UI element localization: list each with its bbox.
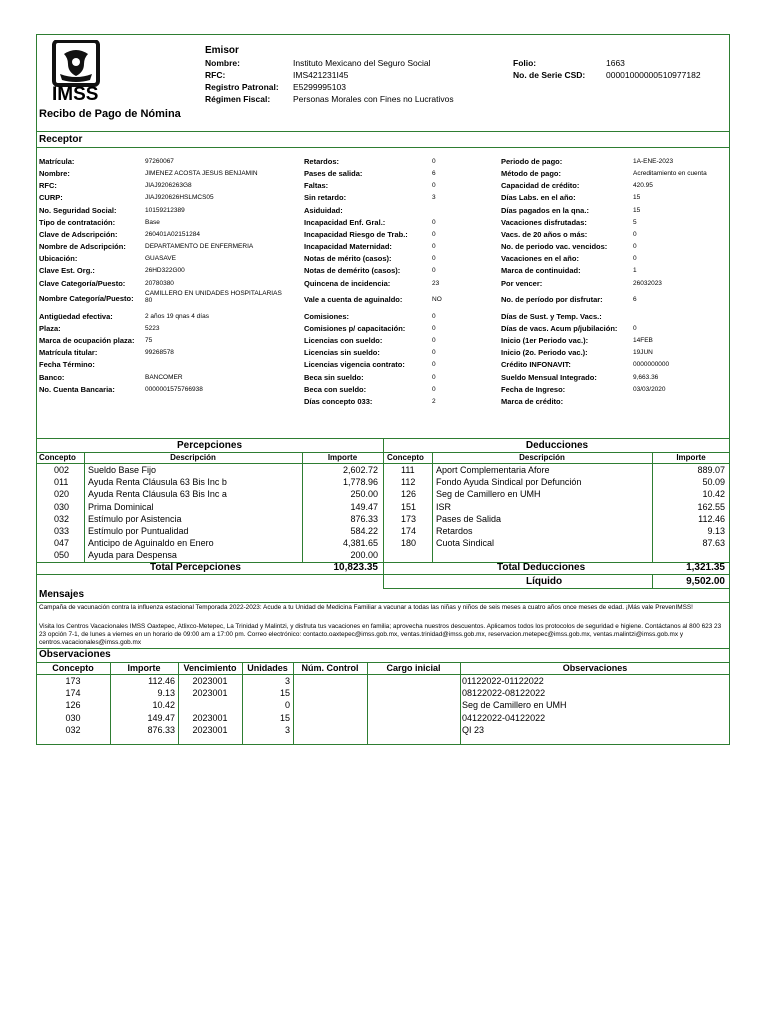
total-deducciones-label: Total Deducciones	[497, 562, 586, 573]
observaciones-header-concepto: Concepto	[52, 663, 94, 673]
receptor-dias-de-vacs-acum-p-jubilacion-label: Días de vacs. Acum p/jubilación:	[501, 323, 618, 333]
percepcion-importe: 200.00	[350, 550, 378, 561]
percepcion-importe: 4,381.65	[342, 538, 378, 549]
receptor-por-vencer-value: 26032023	[633, 279, 662, 287]
receptor-fecha-termino-label: Fecha Término:	[39, 360, 95, 370]
observacion-cell-unidades: 15	[279, 688, 290, 699]
receptor-retardos-label: Retardos:	[304, 157, 340, 166]
deduccion-concepto: 111	[401, 465, 415, 475]
receptor-dias-pagados-en-la-qna-label: Días pagados en la qna.:	[501, 205, 589, 215]
receptor-vacaciones-en-el-ano-label: Vacaciones en el año:	[501, 254, 579, 264]
receptor-sin-retardo-value: 3	[432, 194, 436, 202]
receptor-matricula-titular-label: Matrícula titular:	[39, 348, 98, 358]
observacion-cell-concepto: 173	[65, 676, 81, 686]
percepcion-concepto: 002	[54, 465, 70, 475]
deduccion-descripcion: Aport Complementaria Afore	[436, 465, 550, 475]
receptor-antiguedad-efectiva-value: 2 años 19 qnas 4 días	[145, 312, 209, 320]
receptor-sueldo-mensual-integrado-value: 9,663.36	[633, 373, 659, 381]
percepciones-header-concepto: Concepto	[39, 453, 76, 462]
emisor-regimen-fiscal-value: Personas Morales con Fines no Lucrativos	[293, 94, 454, 104]
receptor-banco-label: Banco:	[39, 372, 65, 382]
deduccion-concepto: 174	[401, 526, 417, 536]
observacion-cell-observaciones: 04122022-04122022	[462, 712, 546, 723]
observacion-cell-observaciones: QI 23	[462, 724, 485, 735]
total-percepciones-label: Total Percepciones	[150, 562, 241, 573]
percepcion-importe: 584.22	[350, 526, 378, 536]
receptor-capacidad-de-credito-label: Capacidad de crédito:	[501, 181, 580, 191]
receptor-clave-categoria-puesto-label: Clave Categoría/Puesto:	[39, 278, 126, 288]
receptor-licencias-con-sueldo-label: Licencias con sueldo:	[304, 336, 383, 346]
receptor-no-seguridad-social-label: No. Seguridad Social:	[39, 205, 117, 215]
receptor-nombre-categoria-puesto-value: CAMILLERO EN UNIDADES HOSPITALARIAS 80	[145, 289, 282, 304]
deduccion-descripcion: Fondo Ayuda Sindical por Defunción	[436, 477, 582, 488]
percepcion-descripcion: Anticipo de Aguinaldo en Enero	[88, 538, 214, 549]
observacion-cell-observaciones: Seg de Camillero en UMH	[462, 700, 567, 711]
receptor-nombre-label: Nombre:	[39, 169, 70, 179]
receptor-marca-de-continuidad-value: 1	[633, 267, 637, 275]
receptor-marca-de-continuidad-label: Marca de continuidad:	[501, 266, 581, 276]
receptor-beca-con-sueldo-value: 0	[432, 385, 436, 393]
receptor-clave-de-adscripcion-label: Clave de Adscripción:	[39, 229, 118, 239]
receptor-marca-de-credito-label: Marca de crédito:	[501, 396, 564, 406]
logo-text: IMSS	[52, 84, 99, 105]
receptor-capacidad-de-credito-value: 420.95	[633, 182, 653, 190]
percepcion-concepto: 050	[54, 550, 70, 561]
percepcion-descripcion: Ayuda Renta Cláusula 63 Bis Inc b	[88, 477, 227, 488]
receptor-inicio-2o-periodo-vac-label: Inicio (2o. Periodo vac.):	[501, 348, 588, 358]
receptor-metodo-de-pago-value: Acreditamiento en cuenta	[633, 170, 707, 178]
observaciones-header-observaciones: Observaciones	[562, 663, 628, 673]
receptor-sin-retardo-label: Sin retardo:	[304, 193, 347, 203]
receptor-por-vencer-label: Por vencer:	[501, 278, 543, 288]
receptor-banco-value: BANCOMER	[145, 373, 183, 381]
receptor-matricula-label: Matrícula:	[39, 157, 75, 166]
receptor-rfc-label: RFC:	[39, 181, 57, 191]
percepciones-header-descripcion: Descripción	[170, 453, 216, 462]
deduccion-importe: 50.09	[702, 477, 725, 488]
percepcion-importe: 2,602.72	[342, 465, 378, 475]
receptor-incapacidad-riesgo-de-trab-label: Incapacidad Riesgo de Trab.:	[304, 229, 408, 239]
percepcion-importe: 149.47	[350, 501, 378, 512]
emisor-nombre-value: Instituto Mexicano del Seguro Social	[293, 58, 431, 68]
receptor-inicio-1er-periodo-vac-label: Inicio (1er Periodo vac.):	[501, 336, 589, 346]
receptor-vacaciones-en-el-ano-value: 0	[633, 255, 637, 263]
receptor-retardos-value: 0	[432, 158, 436, 165]
observacion-cell-vencimiento: 2023001	[192, 712, 228, 723]
percepciones-header-importe: Importe	[327, 453, 358, 462]
percepcion-descripcion: Sueldo Base Fijo	[88, 465, 157, 475]
receptor-licencias-con-sueldo-value: 0	[432, 337, 436, 345]
percepcion-descripcion: Estímulo por Puntualidad	[88, 526, 189, 536]
observaciones-heading: Observaciones	[39, 649, 111, 660]
receptor-dias-de-vacs-acum-p-jubilacion-value: 0	[633, 324, 637, 332]
receptor-marca-de-ocupacion-plaza-value: 75	[145, 337, 153, 345]
observacion-cell-importe: 9.13	[157, 688, 175, 699]
observacion-cell-concepto: 126	[65, 700, 81, 711]
receptor-nombre-value: JIMENEZ ACOSTA JESUS BENJAMIN	[145, 170, 258, 178]
observaciones-header-cargo-inicial: Cargo inicial	[386, 663, 441, 673]
observacion-cell-concepto: 032	[65, 724, 81, 735]
receptor-clave-est-org-label: Clave Est. Org.:	[39, 266, 95, 276]
observacion-cell-importe: 10.42	[152, 700, 175, 711]
emisor-no-de-serie-csd-label: No. de Serie CSD:	[513, 70, 586, 80]
receptor-nombre-de-adscripcion-label: Nombre de Adscripción:	[39, 242, 126, 252]
percepciones-heading: Percepciones	[176, 440, 243, 451]
receptor-heading: Receptor	[39, 134, 83, 145]
total-deducciones-value: 1,321.35	[686, 562, 725, 573]
deducciones-header-descripcion: Descripción	[519, 453, 565, 462]
receptor-notas-de-merito-casos-value: 0	[432, 255, 436, 263]
deduccion-importe: 162.55	[697, 501, 725, 512]
receptor-no-de-periodo-por-disfrutar-value: 6	[633, 295, 637, 303]
receptor-inicio-2o-periodo-vac-value: 19JUN	[633, 349, 653, 357]
receptor-ubicacion-label: Ubicación:	[39, 254, 78, 264]
receptor-vale-a-cuenta-de-aguinaldo-label: Vale a cuenta de aguinaldo:	[304, 294, 403, 304]
receptor-comisiones-label: Comisiones:	[304, 311, 350, 321]
imss-logo	[46, 40, 106, 108]
receptor-vacs-de-20-anos-o-mas-label: Vacs. de 20 años o más:	[501, 229, 588, 239]
receptor-licencias-vigencia-contrato-label: Licencias vigencia contrato:	[304, 360, 405, 370]
receptor-pases-de-salida-label: Pases de salida:	[304, 169, 363, 179]
receptor-no-cuenta-bancaria-value: 0000001575766938	[145, 385, 203, 393]
receptor-metodo-de-pago-label: Método de pago:	[501, 169, 561, 179]
observaciones-header-num-control: Núm. Control	[301, 663, 359, 673]
emisor-folio-value: 1663	[606, 58, 625, 68]
receptor-comisiones-p-capacitacion-label: Comisiones p/ capacitación:	[304, 323, 406, 333]
receptor-licencias-sin-sueldo-value: 0	[432, 349, 436, 357]
observaciones-header-importe: Importe	[127, 663, 161, 673]
receptor-notas-de-demerito-casos-label: Notas de demérito (casos):	[304, 266, 401, 276]
deducciones-heading: Deducciones	[525, 440, 589, 451]
observacion-cell-unidades: 3	[284, 724, 290, 735]
receptor-beca-sin-sueldo-label: Beca sin sueldo:	[304, 372, 364, 382]
deduccion-importe: 112.46	[698, 513, 725, 524]
receptor-ubicacion-value: GUASAVE	[145, 255, 176, 263]
receptor-rfc-value: JIAJ9206263G8	[145, 182, 192, 190]
percepcion-concepto: 020	[54, 489, 70, 500]
receptor-clave-categoria-puesto-value: 20780380	[145, 279, 174, 287]
receptor-dias-concepto-033-label: Días concepto 033:	[304, 396, 373, 406]
receptor-dias-de-sust-y-temp-vacs-label: Días de Sust. y Temp. Vacs.:	[501, 311, 602, 321]
observacion-cell-observaciones: 01122022-01122022	[462, 676, 544, 686]
percepcion-descripcion: Estímulo por Asistencia	[88, 513, 182, 524]
percepcion-descripcion: Ayuda Renta Cláusula 63 Bis Inc a	[88, 489, 227, 500]
receptor-fecha-de-ingreso-label: Fecha de Ingreso:	[501, 384, 566, 394]
receptor-dias-labs-en-el-ano-label: Días Labs. en el año:	[501, 193, 576, 203]
deduccion-concepto: 126	[401, 489, 417, 500]
emisor-registro-patronal-value: E5299995103	[293, 82, 346, 92]
percepcion-concepto: 047	[54, 538, 70, 549]
observaciones-header-vencimiento: Vencimiento	[183, 663, 237, 673]
deducciones-header-importe: Importe	[676, 453, 706, 462]
receptor-dias-concepto-033-value: 2	[432, 397, 436, 405]
percepcion-concepto: 033	[54, 526, 70, 536]
receptor-clave-de-adscripcion-value: 260401A02151284	[145, 230, 200, 238]
receptor-asiduidad-label: Asiduidad:	[304, 205, 343, 215]
receptor-plaza-value: 5223	[145, 324, 160, 332]
receptor-beca-sin-sueldo-value: 0	[432, 373, 436, 381]
receptor-curp-value: JIAJ920626HSLMCS05	[145, 194, 214, 202]
emisor-registro-patronal-label: Registro Patronal:	[205, 82, 279, 92]
receptor-notas-de-merito-casos-label: Notas de mérito (casos):	[304, 254, 392, 264]
receptor-vale-a-cuenta-de-aguinaldo-value: NO	[432, 295, 442, 303]
deduccion-concepto: 112	[401, 477, 416, 488]
mensajes-heading: Mensajes	[39, 589, 85, 600]
deduccion-importe: 9.13	[707, 526, 725, 536]
receptor-periodo-de-pago-value: 1A-ENE-2023	[633, 158, 674, 165]
observacion-cell-unidades: 0	[284, 700, 290, 711]
deduccion-descripcion: Retardos	[436, 526, 473, 536]
emisor-nombre-label: Nombre:	[205, 58, 240, 68]
deduccion-concepto: 173	[401, 513, 417, 524]
deduccion-importe: 10.42	[702, 489, 725, 500]
receptor-fecha-de-ingreso-value: 03/03/2020	[633, 385, 666, 393]
emisor-heading: Emisor	[205, 45, 239, 56]
receptor-licencias-sin-sueldo-label: Licencias sin sueldo:	[304, 348, 380, 358]
liquido-value: 9,502.00	[686, 576, 725, 587]
receptor-no-de-periodo-vac-vencidos-value: 0	[633, 243, 637, 251]
deduccion-descripcion: Pases de Salida	[436, 513, 502, 524]
deduccion-importe: 889.07	[697, 465, 725, 475]
emisor-no-de-serie-csd-value: 00001000000510977182	[606, 70, 701, 80]
mensaje-vacunacion: Campaña de vacunación contra la influenza estacional Temporada 2022-2023: Acude a tu Unidad de Medicina Familiar a vacunar a todas las niñas y niños de seis meses a cuatro años once meses de edad. ¡Más vale PrevenIMSS!	[39, 604, 693, 611]
observacion-cell-unidades: 3	[284, 676, 290, 686]
receptor-periodo-de-pago-label: Periodo de pago:	[501, 157, 563, 166]
receptor-antiguedad-efectiva-label: Antigüedad efectiva:	[39, 311, 113, 321]
receptor-matricula-titular-value: 99268578	[145, 349, 174, 357]
receptor-incapacidad-maternidad-value: 0	[432, 243, 436, 251]
receptor-quincena-de-incidencia-value: 23	[432, 279, 440, 287]
receptor-credito-infonavit-value: 0000000000	[633, 361, 670, 369]
receptor-faltas-value: 0	[432, 182, 436, 190]
observacion-cell-observaciones: 08122022-08122022	[462, 688, 546, 699]
receptor-no-cuenta-bancaria-label: No. Cuenta Bancaria:	[39, 384, 115, 394]
observacion-cell-vencimiento: 2023001	[192, 724, 228, 735]
percepcion-concepto: 011	[54, 477, 69, 488]
percepcion-descripcion: Prima Dominical	[88, 501, 154, 512]
receptor-incapacidad-maternidad-label: Incapacidad Maternidad:	[304, 242, 392, 252]
receptor-plaza-label: Plaza:	[39, 323, 61, 333]
receptor-no-de-periodo-vac-vencidos-label: No. de periodo vac. vencidos:	[501, 242, 608, 252]
receptor-dias-labs-en-el-ano-value: 15	[633, 194, 641, 202]
percepcion-descripcion: Ayuda para Despensa	[88, 550, 177, 561]
receptor-dias-pagados-en-la-qna-value: 15	[633, 206, 641, 214]
observacion-cell-importe: 149.47	[147, 712, 175, 723]
emisor-regimen-fiscal-label: Régimen Fiscal:	[205, 94, 271, 104]
observacion-cell-vencimiento: 2023001	[192, 676, 228, 686]
receptor-curp-label: CURP:	[39, 193, 63, 203]
deduccion-concepto: 180	[401, 538, 417, 549]
total-percepciones-value: 10,823.35	[333, 562, 378, 573]
receptor-sueldo-mensual-integrado-label: Sueldo Mensual Integrado:	[501, 372, 597, 382]
receptor-no-de-periodo-por-disfrutar-label: No. de período por disfrutar:	[501, 294, 603, 304]
observacion-cell-concepto: 030	[65, 712, 81, 723]
receptor-tipo-de-contratacion-label: Tipo de contratación:	[39, 217, 116, 227]
deducciones-header-concepto: Concepto	[387, 453, 424, 462]
deduccion-descripcion: Cuota Sindical	[436, 538, 495, 549]
receptor-clave-est-org-value: 26HD322G00	[145, 267, 185, 275]
receptor-matricula-value: 97260067	[145, 158, 174, 165]
deduccion-importe: 87.63	[702, 538, 725, 549]
receptor-inicio-1er-periodo-vac-value: 14FEB	[633, 337, 653, 345]
deduccion-concepto: 151	[401, 501, 417, 512]
receptor-incapacidad-enf-gral-label: Incapacidad Enf. Gral.:	[304, 217, 386, 227]
receptor-marca-de-ocupacion-plaza-label: Marca de ocupación plaza:	[39, 336, 135, 346]
receptor-notas-de-demerito-casos-value: 0	[432, 267, 436, 275]
receptor-quincena-de-incidencia-label: Quincena de incidencia:	[304, 278, 391, 288]
observacion-cell-unidades: 15	[279, 712, 290, 723]
receptor-comisiones-value: 0	[432, 312, 436, 320]
emisor-rfc-value: IMS421231I45	[293, 70, 349, 80]
percepcion-importe: 250.00	[350, 489, 378, 500]
deduccion-descripcion: Seg de Camillero en UMH	[436, 489, 541, 500]
emisor-rfc-label: RFC:	[205, 70, 226, 80]
receptor-nombre-categoria-puesto-label: Nombre Categoría/Puesto:	[39, 293, 134, 303]
document-title: Recibo de Pago de Nómina	[39, 108, 181, 120]
receptor-licencias-vigencia-contrato-value: 0	[432, 361, 436, 369]
receptor-vacs-de-20-anos-o-mas-value: 0	[633, 230, 637, 238]
percepcion-importe: 876.33	[350, 513, 378, 524]
observacion-cell-concepto: 174	[65, 688, 81, 699]
receptor-vacaciones-disfrutadas-value: 5	[633, 218, 637, 226]
percepcion-concepto: 030	[54, 501, 70, 512]
receptor-incapacidad-riesgo-de-trab-value: 0	[432, 230, 436, 238]
mensaje-centros-vacacionales: Visita los Centros Vacacionales IMSS Oaxtepec, Atlixco-Metepec, La Trinidad y Malintzi, y disfruta tus vacaciones en familia; aprovecha nuestros descuentos. Aplicamos todos los protocolos de seguridad e higiene. Contáctanos al 800 623 23 23 opción 7-1, de lunes a viernes en un horario de 09:00 am a 17:00 pm. Correo electrónico: contacto.oaxtepec@imss.gob.mx, ventas.trinidad@imss.gob.mx, reservacion.metepec@imss.gob.mx, ventas.malintzi@imss.gob.mx y centros.vacacionales@imss.gob.mx	[39, 623, 722, 647]
receptor-incapacidad-enf-gral-value: 0	[432, 218, 436, 226]
receptor-comisiones-p-capacitacion-value: 0	[432, 324, 436, 332]
percepcion-importe: 1,778.96	[342, 477, 378, 488]
observacion-cell-vencimiento: 2023001	[192, 688, 228, 699]
receptor-pases-de-salida-value: 6	[432, 170, 436, 178]
deduccion-descripcion: ISR	[436, 501, 452, 512]
receptor-faltas-label: Faltas:	[304, 181, 329, 191]
observacion-cell-importe: 876.33	[147, 724, 175, 735]
observacion-cell-importe: 112.46	[148, 676, 175, 686]
receptor-vacaciones-disfrutadas-label: Vacaciones disfrutadas:	[501, 217, 587, 227]
emisor-folio-label: Folio:	[513, 58, 537, 68]
receptor-beca-con-sueldo-label: Beca con sueldo:	[304, 384, 367, 394]
percepcion-concepto: 032	[54, 513, 70, 524]
receptor-no-seguridad-social-value: 10159212389	[145, 206, 185, 214]
receptor-credito-infonavit-label: Crédito INFONAVIT:	[501, 360, 571, 370]
receptor-nombre-de-adscripcion-value: DEPARTAMENTO DE ENFERMERIA	[145, 243, 254, 251]
receptor-tipo-de-contratacion-value: Base	[145, 218, 160, 226]
observaciones-header-unidades: Unidades	[247, 663, 288, 673]
liquido-label: Líquido	[526, 576, 563, 587]
